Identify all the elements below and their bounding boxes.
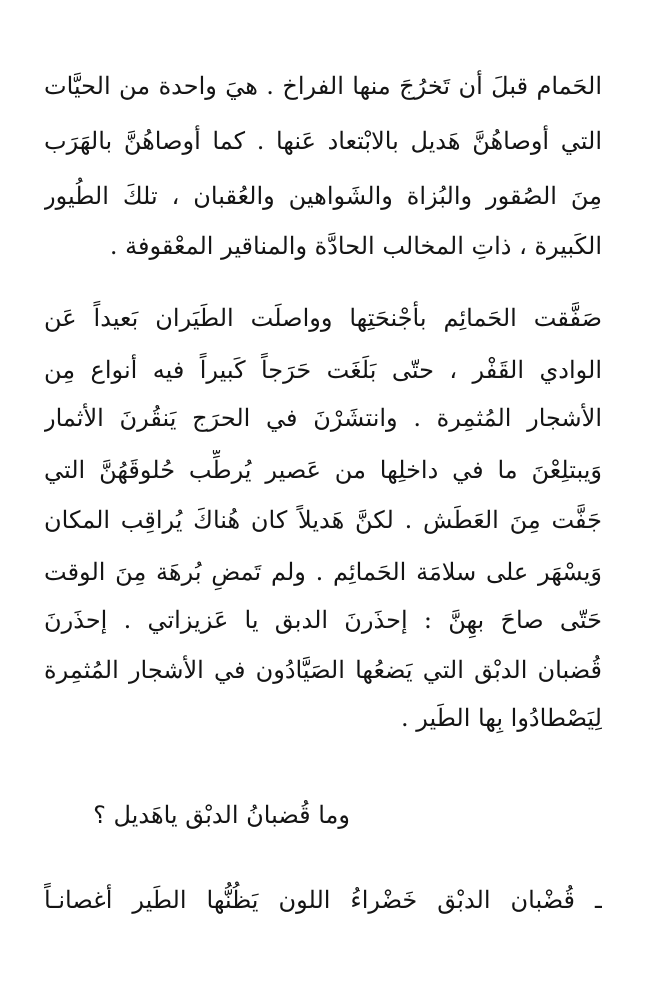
text-line: جَفَّت مِنَ العَطَش . لكنَّ هَديلاً كان هُناكَ يُراقِب المكان	[44, 506, 602, 534]
question-line: وما قُضبانُ الدبْق ياهَديل ؟	[93, 801, 350, 829]
text-line: وَيبتلِعْنَ ما في داخلِها من عَصير يُرطِّب حُلوقَهُنَّ التي	[44, 456, 602, 484]
text-line: الحَمام قبلَ أن تَخرُجَ منها الفراخ . هيَ واحدة من الحيَّات	[44, 72, 602, 100]
text-line: الأشجار المُثمِرة . وانتشَرْنَ في الحرَج يَنقُرنَ الأثمار	[44, 404, 602, 432]
dialogue-line: ـ قُضْبان الدبْق خَضْراءُ اللون يَظُنُّها الطَير أغصانـاً	[44, 886, 602, 914]
text-line: التي أوصاهُنَّ هَديل بالابْتعاد عَنها . كما أوصاهُنَّ بالهَرَب	[44, 127, 602, 155]
text-line: الوادي القَفْر ، حتّى بَلَغَت حَرَجاً كَبيراً فيه أنواع مِن	[44, 356, 602, 384]
text-line: قُضبان الدبْق التي يَضعُها الصَيَّادُون في الأشجار المُثمِرة	[44, 656, 602, 684]
text-line: حَتّى صاحَ بهِنَّ : إحذَرنَ الدبق يا عَزيزاتي . إحذَرنَ	[44, 606, 602, 634]
text-line: الكَبيرة ، ذاتِ المخالب الحادَّة والمناقير المعْقوفة .	[109, 232, 602, 260]
text-line: صَفَّقت الحَمائِم بأجْنحَتِها وواصلَت الطَيَران بَعيداً عَن	[44, 304, 602, 332]
text-line: مِنَ الصُقور والبُزاة والشَواهين والعُقبان ، تلكَ الطُيور	[44, 182, 602, 210]
text-line: وَيسْهَر على سلامَة الحَمائِم . ولم تَمضِ بُرهَة مِنَ الوقت	[44, 558, 602, 586]
text-line: لِيَصْطادُوا بِها الطَير .	[400, 704, 602, 732]
